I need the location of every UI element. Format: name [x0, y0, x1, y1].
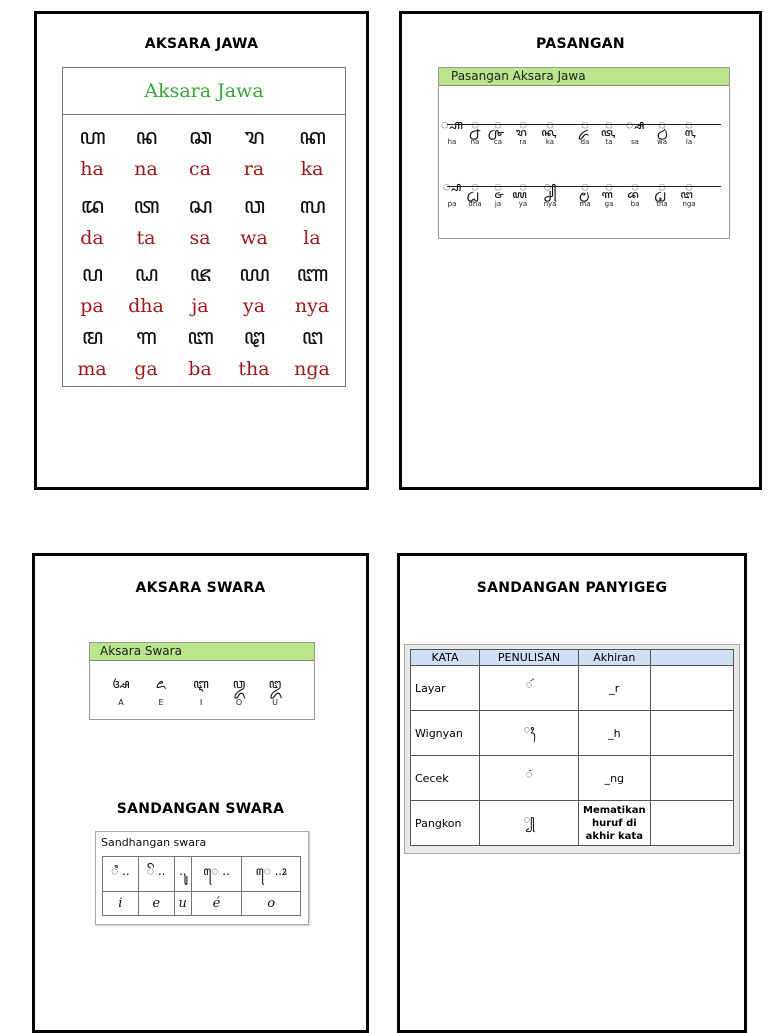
- aksara-swara-label: A: [118, 698, 124, 707]
- aksara-glyph: ꦩ: [81, 325, 103, 350]
- pasangan-glyph: ꧀ꦱ: [625, 118, 645, 133]
- pasangan-latin-label: ba: [630, 200, 640, 208]
- aksara-glyph: ꦝ: [134, 262, 158, 287]
- panyigeg-akhiran-cell: Mematikan huruf di akhir kata: [579, 801, 651, 846]
- sandangan-swara-box-title: Sandhangan swara: [101, 836, 207, 849]
- aksara-jawa-table: [62, 67, 346, 387]
- pasangan-latin-label: ta: [605, 138, 613, 146]
- panyigeg-penulisan-cell: ꦃ: [480, 711, 579, 756]
- pasangan-glyph: ꧀ꦢ: [581, 118, 589, 133]
- aksara-glyph: ꦛ: [243, 325, 265, 350]
- pasangan-latin-label: ga: [604, 200, 614, 208]
- aksara-latin-label: dha: [128, 295, 164, 317]
- pasangan-latin-label: la: [685, 138, 693, 146]
- aksara-swara-card: [32, 553, 369, 1033]
- pasangan-latin-label: ka: [545, 138, 555, 146]
- aksara-glyph: ꦒ: [136, 325, 156, 350]
- pasangan-glyph: ꧀ꦒ: [605, 180, 613, 195]
- aksara-latin-label: na: [134, 158, 158, 180]
- aksara-glyph: ꦮ: [243, 194, 265, 219]
- pasangan-box-title: Pasangan Aksara Jawa: [439, 68, 729, 86]
- aksara-glyph: ꦭ: [299, 194, 325, 219]
- aksara-latin-label: ja: [191, 295, 209, 317]
- sandangan-swara-table: [95, 831, 309, 925]
- aksara-glyph: ꦪ: [239, 262, 269, 287]
- pasangan-glyph: ꧀ꦧ: [631, 180, 639, 195]
- pasangan-glyph: ꧀ꦔ: [685, 180, 693, 195]
- aksara-glyph: ꦧ: [187, 325, 213, 350]
- panyigeg-empty-cell: [650, 801, 733, 846]
- sandangan-swara-label: e: [138, 892, 174, 916]
- sandangan-panyigeg-table: [410, 649, 734, 846]
- aksara-latin-label: ta: [136, 227, 156, 249]
- aksara-latin-label: sa: [189, 227, 211, 249]
- pasangan-latin-label: ya: [518, 200, 528, 208]
- aksara-glyph: ꦚ: [296, 262, 328, 287]
- table-row: [411, 711, 734, 756]
- pasangan-glyph: ꧀ꦗ: [494, 180, 502, 195]
- aksara-glyph: ꦔ: [301, 325, 323, 350]
- panyigeg-empty-cell: [650, 666, 733, 711]
- sandangan-swara-glyph: ꦺ ..ꦴ: [242, 857, 301, 892]
- pasangan-glyph: ꧀ꦤ: [471, 118, 479, 133]
- sandangan-panyigeg-title: SANDANGAN PANYIGEG: [476, 580, 668, 596]
- aksara-latin-label: ka: [300, 158, 324, 180]
- pasangan-latin-label: pa: [447, 200, 457, 208]
- panyigeg-akhiran-cell: _ng: [579, 756, 651, 801]
- aksara-swara-label: E: [158, 698, 164, 707]
- aksara-swara-label: I: [199, 698, 203, 707]
- aksara-glyph: ꦢ: [80, 194, 104, 219]
- panyigeg-empty-cell: [650, 711, 733, 756]
- aksara-latin-label: ca: [189, 158, 211, 180]
- table-row: [411, 756, 734, 801]
- sandangan-swara-label: u: [174, 892, 191, 916]
- pasangan-glyph: ꧀ꦛ: [658, 180, 666, 195]
- sandangan-swara-glyph: ..ꦸ: [174, 857, 191, 892]
- table-row: [411, 801, 734, 846]
- pasangan-latin-label: tha: [656, 200, 668, 208]
- panyigeg-kata-cell: Wignyan: [411, 711, 480, 756]
- panyigeg-kata-cell: Pangkon: [411, 801, 480, 846]
- pasangan-glyph: ꧀ꦩ: [581, 180, 589, 195]
- aksara-swara-title: AKSARA SWARA: [135, 580, 266, 596]
- aksara-latin-label: ra: [243, 158, 265, 180]
- pasangan-glyph: ꧀ꦥ: [442, 180, 462, 195]
- aksara-glyph: ꦤ: [135, 125, 157, 150]
- aksara-swara-box-title: Aksara Swara: [90, 643, 314, 661]
- aksara-latin-label: ga: [134, 358, 158, 380]
- pasangan-title: PASANGAN: [536, 36, 625, 52]
- pasangan-latin-label: na: [470, 138, 480, 146]
- aksara-swara-label: U: [272, 698, 278, 707]
- panyigeg-column-header: PENULISAN: [480, 650, 579, 666]
- panyigeg-penulisan-cell: ꦂ: [480, 666, 579, 711]
- aksara-latin-label: wa: [240, 227, 268, 249]
- aksara-glyph: ꦥ: [81, 262, 103, 287]
- aksara-swara-glyph: ꦎ: [232, 677, 246, 692]
- panyigeg-penulisan-cell: ꧀: [480, 801, 579, 846]
- pasangan-glyph: ꧀ꦲ: [441, 118, 463, 133]
- aksara-latin-label: nga: [294, 358, 330, 380]
- aksara-glyph: ꦱ: [188, 194, 212, 219]
- aksara-latin-label: ba: [188, 358, 212, 380]
- aksara-latin-label: ma: [77, 358, 107, 380]
- aksara-latin-label: la: [303, 227, 321, 249]
- pasangan-card: [399, 11, 762, 490]
- sandangan-swara-label: o: [242, 892, 301, 916]
- aksara-swara-glyph: ꦈ: [268, 677, 282, 692]
- pasangan-glyph: ꧀ꦠ: [605, 118, 613, 133]
- sandangan-swara-title: SANDANGAN SWARA: [116, 801, 285, 817]
- aksara-swara-label: O: [235, 698, 243, 707]
- sandangan-swara-glyph: ꦺ ..: [191, 857, 242, 892]
- pasangan-glyph: ꧀ꦭ: [685, 118, 693, 133]
- aksara-latin-label: ya: [242, 295, 266, 317]
- aksara-glyph: ꦏ: [299, 125, 325, 150]
- pasangan-latin-label: wa: [656, 138, 667, 146]
- aksara-glyph: ꦗ: [189, 262, 211, 287]
- pasangan-glyph: ꧀ꦕ: [494, 118, 502, 133]
- panyigeg-kata-cell: Layar: [411, 666, 480, 711]
- aksara-swara-table: [89, 642, 315, 720]
- table-row: [411, 666, 734, 711]
- aksara-latin-label: pa: [80, 295, 104, 317]
- aksara-glyph: ꦠ: [133, 194, 159, 219]
- pasangan-latin-label: nga: [682, 200, 696, 208]
- pasangan-glyph: ꧀ꦏ: [546, 118, 554, 133]
- panyigeg-column-header: Akhiran: [579, 650, 651, 666]
- sandangan-swara-glyph: ꦼ ..: [138, 857, 174, 892]
- aksara-glyph: ꦲ: [79, 125, 105, 150]
- pasangan-latin-label: dha: [468, 200, 482, 208]
- pasangan-latin-label: da: [580, 138, 590, 146]
- pasangan-glyph: ꧀ꦚ: [543, 180, 557, 195]
- pasangan-latin-label: nya: [543, 200, 557, 208]
- sandangan-panyigeg-card: [397, 553, 747, 1033]
- pasangan-latin-label: ca: [493, 138, 503, 146]
- panyigeg-akhiran-cell: _r: [579, 666, 651, 711]
- aksara-jawa-card: [34, 11, 369, 490]
- aksara-latin-label: da: [80, 227, 104, 249]
- panyigeg-akhiran-cell: _h: [579, 711, 651, 756]
- sandangan-swara-glyph: ꦶ ..: [103, 857, 139, 892]
- panyigeg-column-header: KATA: [411, 650, 480, 666]
- aksara-glyph: ꦕ: [189, 125, 211, 150]
- panyigeg-column-header: [650, 650, 733, 666]
- panyigeg-penulisan-cell: ꦁ: [480, 756, 579, 801]
- pasangan-latin-label: ma: [579, 200, 591, 208]
- sandangan-swara-label: i: [103, 892, 139, 916]
- pasangan-glyph: ꧀ꦫ: [519, 118, 527, 133]
- aksara-jawa-box-title: Aksara Jawa: [63, 68, 345, 115]
- pasangan-table: [438, 67, 730, 239]
- aksara-swara-glyph: ꦌ: [155, 677, 167, 692]
- aksara-glyph: ꦫ: [244, 125, 264, 150]
- pasangan-latin-label: ja: [494, 200, 502, 208]
- sandangan-swara-grid: [102, 856, 301, 916]
- pasangan-glyph: ꧀ꦝ: [471, 180, 479, 195]
- aksara-latin-label: nya: [294, 295, 330, 317]
- pasangan-latin-label: ha: [447, 138, 457, 146]
- aksara-swara-glyph: ꦆ: [193, 677, 209, 692]
- aksara-latin-label: tha: [238, 358, 270, 380]
- panyigeg-empty-cell: [650, 756, 733, 801]
- sandangan-swara-label: é: [191, 892, 242, 916]
- panyigeg-kata-cell: Cecek: [411, 756, 480, 801]
- aksara-jawa-title: AKSARA JAWA: [144, 36, 259, 52]
- sandangan-panyigeg-frame: [404, 644, 740, 854]
- pasangan-glyph: ꧀ꦮ: [658, 118, 666, 133]
- aksara-latin-label: ha: [80, 158, 104, 180]
- pasangan-latin-label: ra: [519, 138, 527, 146]
- pasangan-latin-label: sa: [631, 138, 639, 146]
- pasangan-glyph: ꧀ꦪ: [519, 180, 527, 195]
- aksara-swara-glyph: ꦄ: [112, 677, 130, 692]
